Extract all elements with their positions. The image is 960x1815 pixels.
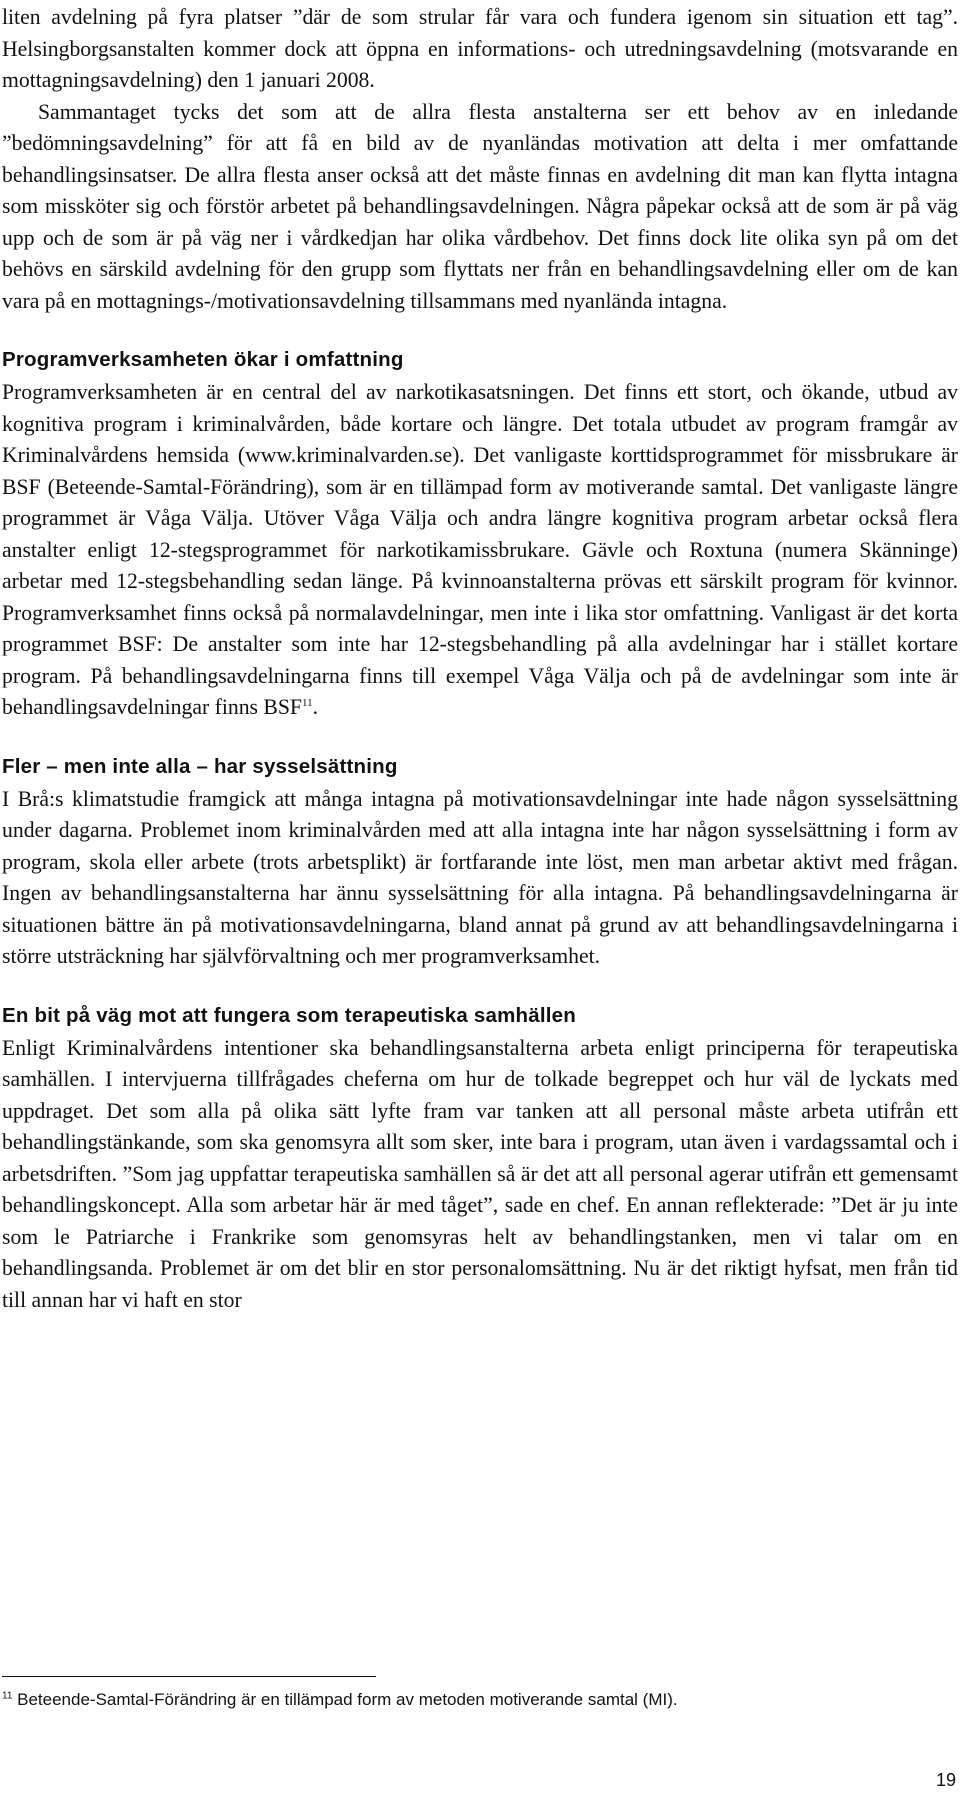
footnote-reference: 11	[301, 696, 313, 709]
footnote-text: Beteende-Samtal-Förändring är en tillämpad form av metoden motiverande samtal (MI).	[17, 1690, 678, 1709]
footnote	[2, 1688, 958, 1712]
section-paragraph-program	[2, 377, 958, 724]
body-text	[2, 2, 958, 1316]
section-text-program: Programverksamheten är en central del av narkotikasatsningen. Det finns ett stort, och ökande, utbud av kognitiva program i kriminalvården, både kortare och längre. Det totala utbudet av program framgår av Kriminalvårdens hemsida (www.kriminalvarden.se). Det vanligaste korttidsprogrammet för missbrukare är BSF (Beteende-Samtal-Förändring), som är en tillämpad form av motiverande samtal. Det vanligaste längre programmet är Våga Välja. Utöver Våga Välja och andra längre kognitiva program arbetar också flera anstalter enligt 12-stegsprogrammet för narkotikamissbrukare. Gävle och Roxtuna (numera Skänninge) arbetar med 12-stegsbehandling sedan länge. På kvinnoanstalterna prövas ett särskilt program för kvinnor. Programverksamhet finns också på normalavdelningar, men inte i lika stor omfattning. Vanligast är det korta programmet BSF: De anstalter som inte har 12-stegsbehandling på alla avdelningar har i stället kortare program. På behandlingsavdelningarna finns till exempel Våga Välja och på de avdelningar som inte är behandlingsavdelningar finns BSF	[2, 380, 958, 719]
page-number: 19	[935, 1770, 956, 1790]
section-heading-program: Programverksamheten ökar i omfattning	[2, 348, 404, 371]
section-paragraph-employment: I Brå:s klimatstudie framgick att många intagna på motivationsavdelningar inte hade någon sysselsättning under dagarna. Problemet inom kriminalvården med att alla intagna inte har någon sysselsättning i form av program, skola eller arbete (trots arbetsplikt) är fortfarande inte löst, men man arbetar aktivt med frågan. Ingen av behandlingsanstalterna har ännu sysselsättning för alla intagna. På behandlingsavdelningarna är situationen bättre än på motivationsavdelningarna, bland annat på grund av att behandlingsavdelningarna i större utsträckning har självförvaltning och mer programverksamhet.	[2, 786, 958, 968]
section-text-program-end: .	[312, 695, 318, 719]
section-paragraph-therapeutic: Enligt Kriminalvårdens intentioner ska behandlingsanstalterna arbeta enligt principerna för terapeutiska samhällen. I intervjuerna tillfrågades cheferna om hur de tolkade begreppet och hur väl de lyckats med uppdraget. Det som alla på olika sätt lyfte fram var tanken att all personal måste arbeta utifrån ett behandlingstänkande, som ska genomsyra allt som sker, inte bara i program, utan även i vardagssamtal och i arbetsdriften. ”Som jag uppfattar terapeutiska samhällen så är det att all personal agerar utifrån ett gemensamt behandlingskoncept. Alla som arbetar här är med tåget”, sade en chef. En annan reflekterade: ”Det är ju inte som le Patriarche i Frankrike som genomsyras helt av behandlingstanken, men vi talar om en behandlingsanda. Problemet är om det blir en stor personalomsättning. Nu är det riktigt hyfsat, men från tid till annan har vi haft en stor	[2, 1035, 958, 1312]
footnote-number: 11	[2, 1690, 13, 1702]
section-heading-employment: Fler – men inte alla – har sysselsättning	[2, 754, 398, 778]
paragraph-intro: liten avdelning på fyra platser ”där de som strular får vara och fundera igenom sin situation ett tag”. Helsingborgsanstalten kommer dock att öppna en informations- och utredningsavdelning (motsvarande en mottagningsavdelning) den 1 januari 2008.	[2, 5, 958, 92]
paragraph-summary: Sammantaget tycks det som att de allra flesta anstalterna ser ett behov av en inledande ”bedömningsavdelning” för att få en bild av de nyanländas motivation att delta i mer omfattande behandlingsinsatser. De allra flesta anser också att det måste finnas en avdelning dit man kan flytta intagna som missköter sig och förstör arbetet på behandlingsavdelningen. Några påpekar också att de som är på väg upp och de som är på väg ner i vårdkedjan har olika vårdbehov. Det finns dock lite olika syn på om det behövs en särskild avdelning för den grupp som flyttats ner från en behandlingsavdelning eller om de kan vara på en mottagnings-/motivationsavdelning tillsammans med nyanlända intagna.	[2, 99, 958, 313]
section-heading-therapeutic: En bit på väg mot att fungera som terapeutiska samhällen	[2, 1003, 576, 1027]
footnote-divider	[2, 1676, 376, 1677]
